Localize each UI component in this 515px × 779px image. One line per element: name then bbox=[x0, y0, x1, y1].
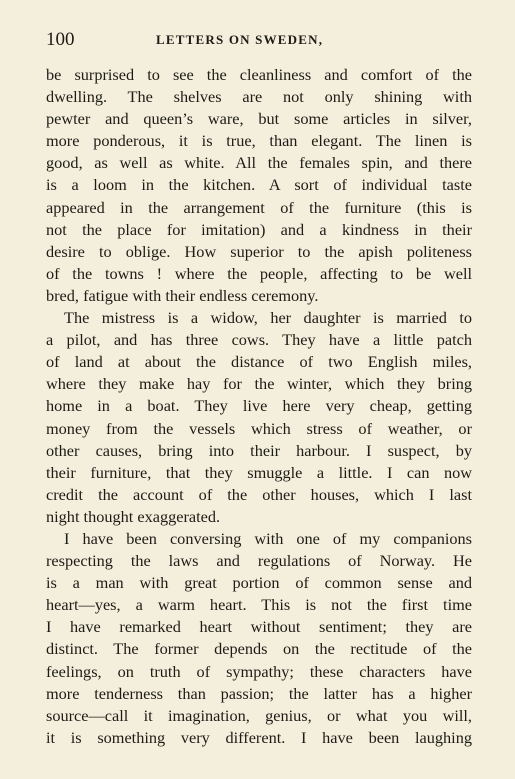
paragraph-end-line: bred, fatigue with their endless ceremony. bbox=[46, 285, 319, 305]
text-line: of land at about the distance of two English miles, bbox=[46, 352, 472, 372]
text-line: home in a boat. They live here very cheap, getting bbox=[46, 396, 472, 416]
text-line: other causes, bring into their harbour. I suspect, by bbox=[46, 440, 472, 460]
text-line: good, as well as white. All the females spin, and there bbox=[46, 153, 472, 173]
text-line: pewter and queen’s ware, but some articles in silver, bbox=[46, 109, 472, 129]
text-line: is a man with great portion of common sense and bbox=[46, 573, 472, 593]
text-line: money from the vessels which stress of weather, or bbox=[46, 418, 472, 438]
text-line: desire to oblige. How superior to the apish politeness bbox=[46, 241, 472, 261]
text-line: distinct. The former depends on the rectitude of the bbox=[46, 639, 472, 659]
text-line: it is something very different. I have been laughing bbox=[46, 727, 472, 747]
text-line: of the towns ! where the people, affecting to be well bbox=[46, 263, 472, 283]
body-text bbox=[46, 64, 472, 749]
text-line: source—call it imagination, genius, or what you will, bbox=[46, 705, 472, 725]
text-line: more ponderous, it is true, than elegant. The linen is bbox=[46, 131, 472, 151]
paragraph-start-line: The mistress is a widow, her daughter is married to bbox=[64, 308, 472, 328]
text-line: heart—yes, a warm heart. This is not the first time bbox=[46, 595, 472, 615]
running-head: LETTERS ON SWEDEN, bbox=[156, 32, 324, 47]
text-line: a pilot, and has three cows. They have a little patch bbox=[46, 330, 472, 350]
text-line: appeared in the arrangement of the furniture (this is bbox=[46, 197, 472, 217]
text-line: is a loom in the kitchen. A sort of individual taste bbox=[46, 175, 472, 195]
page-header bbox=[46, 28, 472, 52]
text-line: respecting the laws and regulations of Norway. He bbox=[46, 551, 472, 571]
text-line: their furniture, that they smuggle a little. I can now bbox=[46, 462, 472, 482]
text-line: not the place for imitation) and a kindness in their bbox=[46, 219, 472, 239]
page-number: 100 bbox=[46, 29, 75, 50]
text-line: feelings, on truth of sympathy; these characters have bbox=[46, 661, 472, 681]
paragraph-end-line: night thought exaggerated. bbox=[46, 506, 221, 526]
text-line: dwelling. The shelves are not only shining with bbox=[46, 87, 472, 107]
text-line: be surprised to see the cleanliness and comfort of the bbox=[46, 65, 472, 84]
text-line: I have remarked heart without sentiment; they are bbox=[46, 617, 472, 637]
paragraph-start-line: I have been conversing with one of my companions bbox=[64, 528, 472, 548]
text-line: credit the account of the other houses, which I last bbox=[46, 484, 472, 504]
text-line: more tenderness than passion; the latter has a higher bbox=[46, 683, 472, 703]
text-line: where they make hay for the winter, which they bring bbox=[46, 374, 472, 394]
